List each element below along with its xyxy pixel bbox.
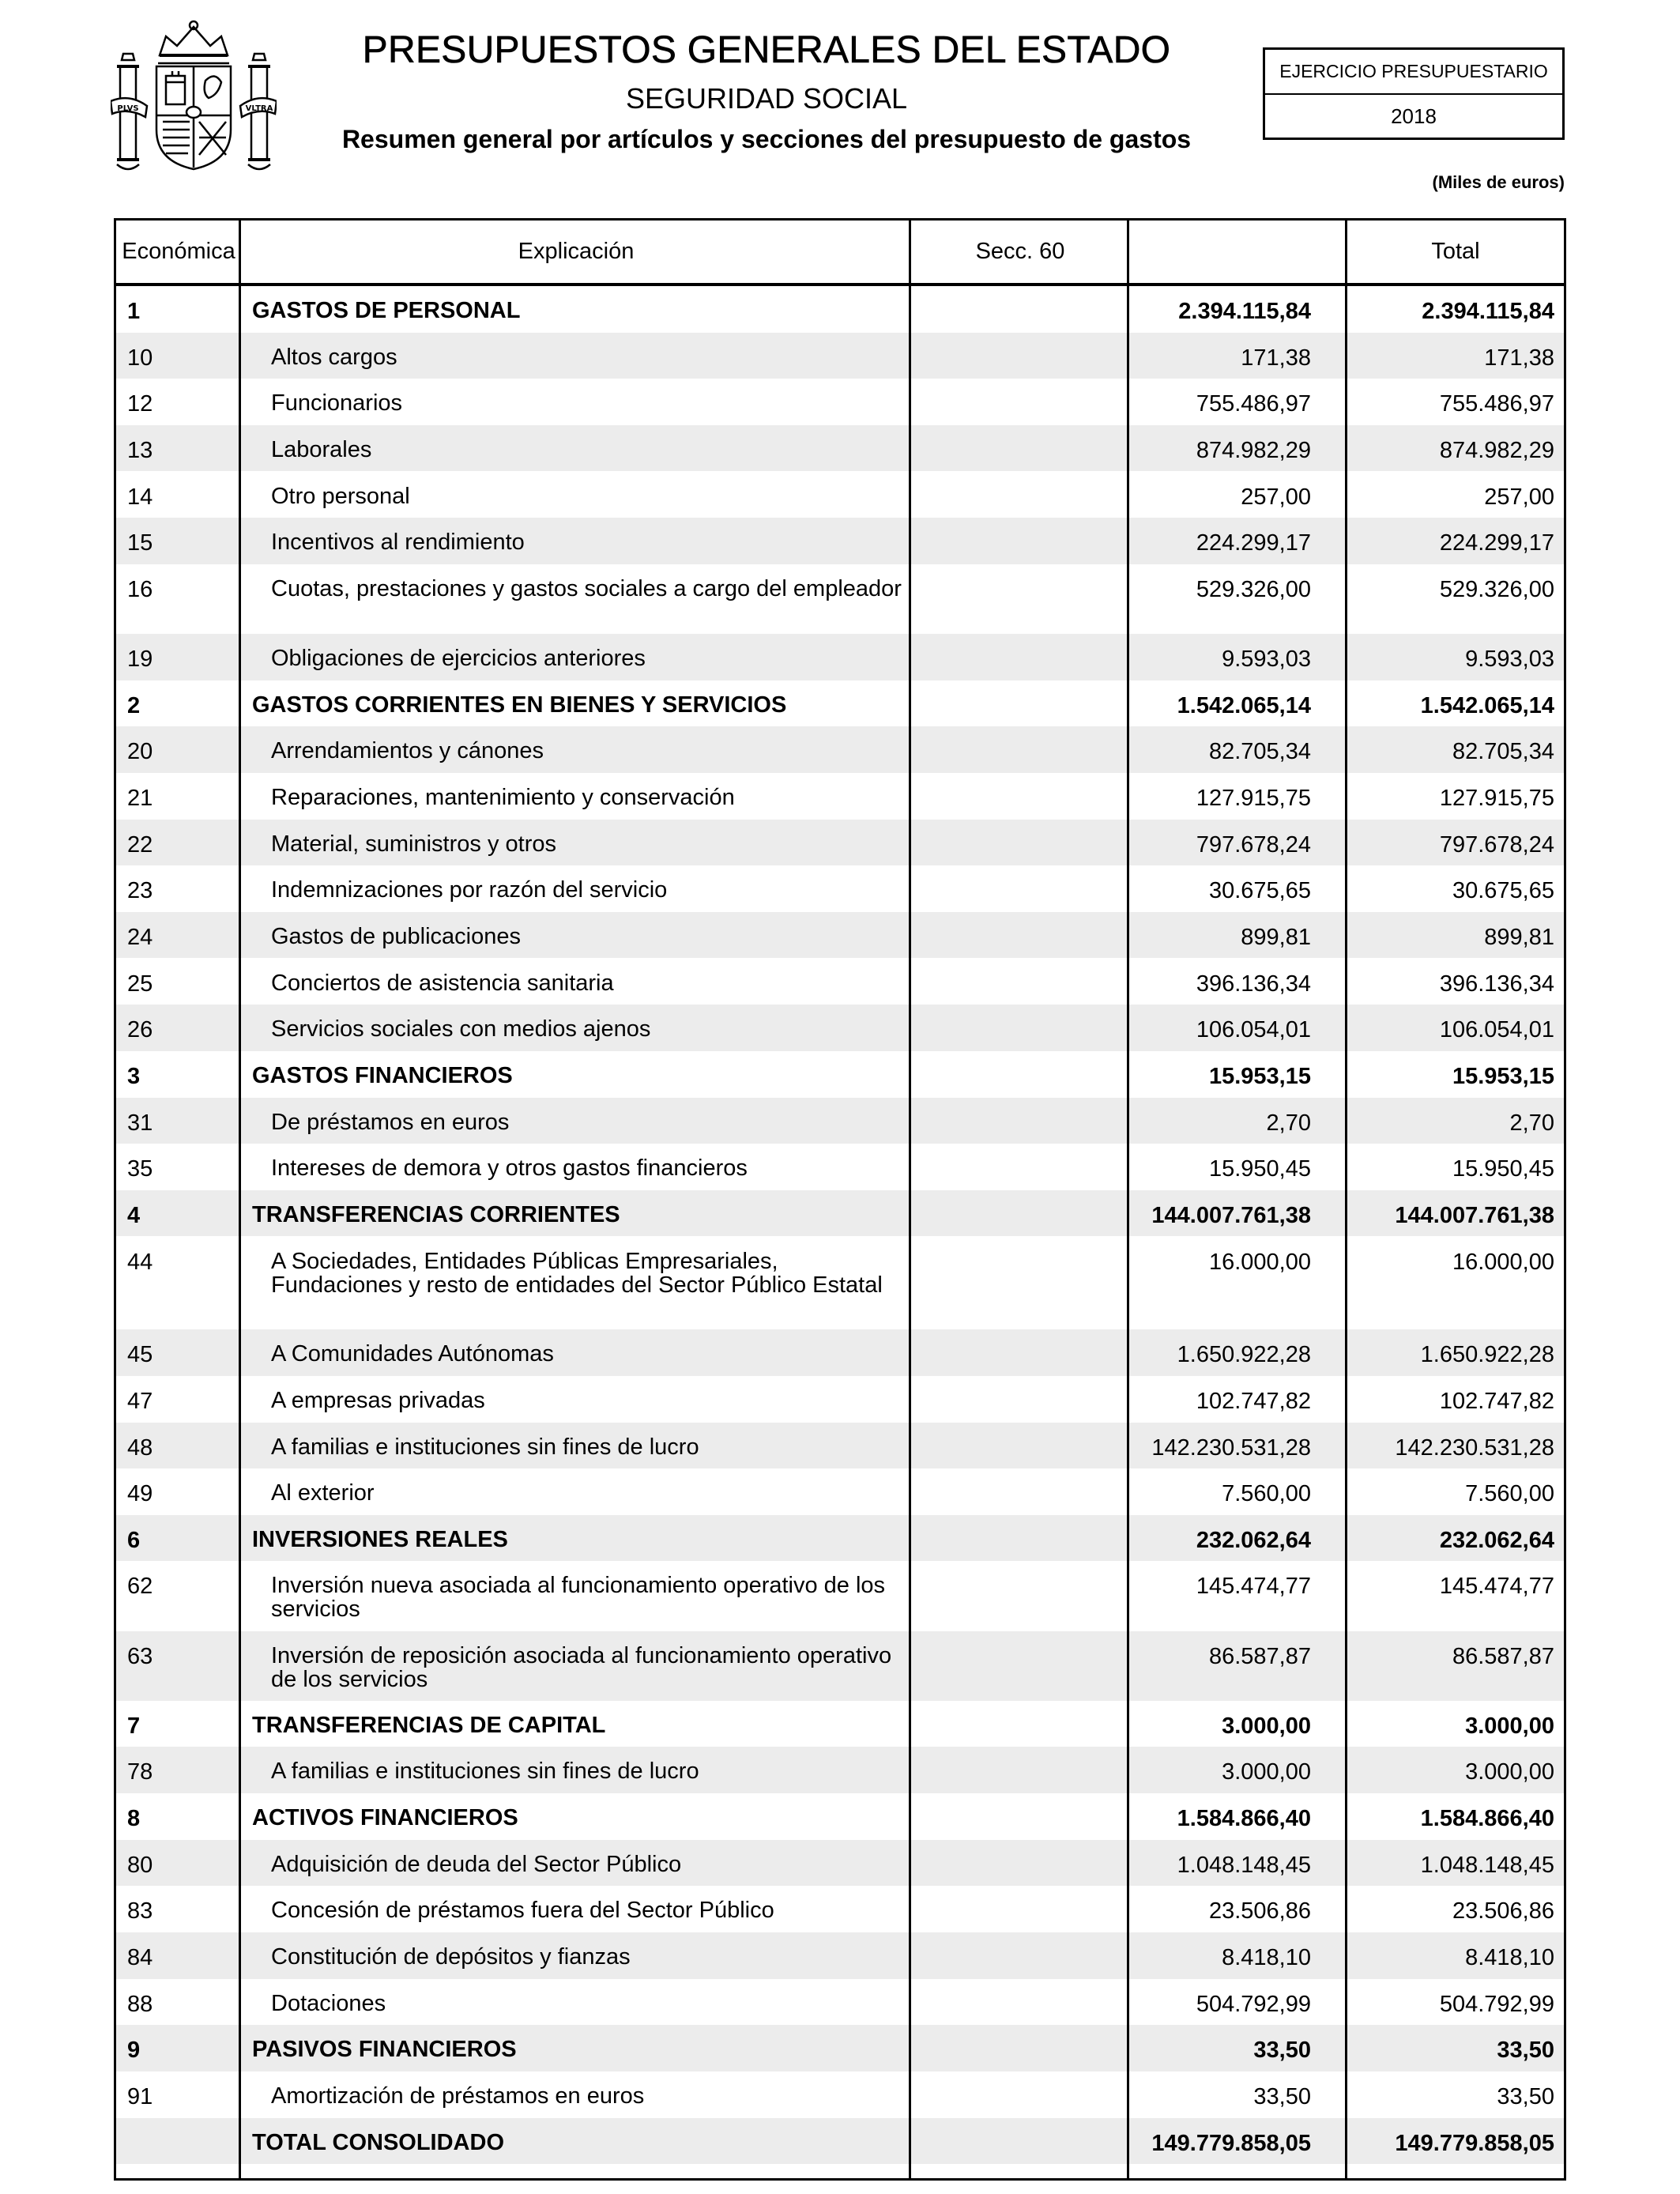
- row-description: Otro personal: [271, 483, 410, 509]
- row-secc60-value: 1.048.148,45: [1177, 1852, 1311, 1878]
- row-code: 31: [127, 1110, 153, 1136]
- row-description: Material, suministros y otros: [271, 831, 556, 857]
- row-description: De préstamos en euros: [271, 1109, 510, 1135]
- row-description: Inversión de reposición asociada al funcionamiento operativo de los servicios: [271, 1642, 892, 1692]
- row-description: A familias e instituciones sin fines de lucro: [271, 1759, 699, 1785]
- row-total-value: 396.136,34: [1439, 971, 1554, 997]
- row-total-value: 9.593,03: [1465, 647, 1554, 672]
- row-secc60-value: 23.506,86: [1208, 1898, 1311, 1924]
- row-description: TOTAL CONSOLIDADO: [252, 2129, 504, 2155]
- row-total-value: 102.747,82: [1439, 1388, 1554, 1414]
- row-total-value: 797.678,24: [1439, 831, 1554, 858]
- row-total-value: 145.474,77: [1439, 1574, 1554, 1600]
- units-note: (Miles de euros): [1432, 172, 1565, 192]
- row-total-value: 2,70: [1509, 1110, 1554, 1136]
- row-secc60-value: 504.792,99: [1196, 1991, 1311, 2017]
- row-total-value: 1.048.148,45: [1420, 1852, 1554, 1878]
- row-total-value: 7.560,00: [1465, 1481, 1554, 1507]
- row-description: Gastos de publicaciones: [271, 923, 521, 949]
- row-description: Amortización de préstamos en euros: [271, 2083, 645, 2109]
- row-code: 23: [127, 878, 153, 904]
- col-header-explicacion: Explicación: [518, 239, 635, 264]
- column-divider: [909, 221, 911, 2178]
- row-total-value: 3.000,00: [1465, 1759, 1554, 1785]
- row-code: 91: [127, 2083, 153, 2109]
- row-secc60-value: 145.474,77: [1196, 1574, 1311, 1600]
- row-code: 22: [127, 831, 153, 858]
- row-code: 47: [127, 1388, 153, 1414]
- row-total-value: 529.326,00: [1439, 576, 1554, 602]
- row-code: 62: [127, 1574, 153, 1600]
- row-code: 13: [127, 437, 153, 463]
- row-description: Indemnizaciones por razón del servicio: [271, 877, 668, 903]
- row-secc60-value: 396.136,34: [1196, 971, 1311, 997]
- row-total-value: 127.915,75: [1439, 786, 1554, 811]
- row-code: 4: [127, 1202, 141, 1228]
- row-secc60-value: 529.326,00: [1196, 576, 1311, 602]
- row-code: 10: [127, 345, 153, 371]
- row-description: Obligaciones de ejercicios anteriores: [271, 646, 646, 671]
- row-code: 44: [127, 1249, 153, 1275]
- row-total-value: 755.486,97: [1439, 391, 1554, 417]
- page-title: PRESUPUESTOS GENERALES DEL ESTADO: [362, 29, 1171, 71]
- row-description: INVERSIONES REALES: [252, 1526, 508, 1552]
- row-total-value: 1.542.065,14: [1420, 692, 1554, 718]
- page-description: Resumen general por artículos y secciones del presupuesto de gastos: [341, 125, 1192, 153]
- row-code: 24: [127, 924, 153, 950]
- row-code: 26: [127, 1017, 153, 1043]
- row-description: Reparaciones, mantenimiento y conservación: [271, 785, 735, 810]
- row-secc60-value: 171,38: [1241, 345, 1311, 371]
- row-code: 15: [127, 530, 153, 556]
- column-divider: [1127, 221, 1129, 2178]
- coat-of-arms-icon: [111, 19, 277, 174]
- row-description: Incentivos al rendimiento: [271, 530, 525, 556]
- row-secc60-value: 149.779.858,05: [1151, 2130, 1311, 2156]
- row-secc60-value: 7.560,00: [1222, 1481, 1311, 1507]
- row-code: 9: [127, 2038, 141, 2064]
- row-secc60-value: 106.054,01: [1196, 1017, 1311, 1043]
- row-description: Al exterior: [271, 1480, 375, 1506]
- row-description: GASTOS FINANCIEROS: [252, 1062, 513, 1088]
- row-secc60-value: 144.007.761,38: [1151, 1202, 1311, 1228]
- column-divider: [1345, 221, 1347, 2178]
- row-code: 21: [127, 786, 153, 811]
- row-secc60-value: 15.950,45: [1208, 1156, 1311, 1182]
- row-secc60-value: 797.678,24: [1196, 831, 1311, 858]
- row-code: 63: [127, 1643, 153, 1669]
- row-secc60-value: 86.587,87: [1208, 1643, 1311, 1669]
- row-description: A Comunidades Autónomas: [271, 1341, 554, 1367]
- row-code: 8: [127, 1806, 141, 1831]
- row-secc60-value: 3.000,00: [1222, 1759, 1311, 1785]
- row-code: 48: [127, 1434, 153, 1461]
- col-header-empty: [1129, 221, 1347, 283]
- row-secc60-value: 224.299,17: [1196, 530, 1311, 556]
- row-code: 3: [127, 1063, 141, 1089]
- row-total-value: 30.675,65: [1452, 878, 1554, 904]
- row-code: 7: [127, 1713, 141, 1739]
- row-description: Constitución de depósitos y fianzas: [271, 1944, 631, 1970]
- row-secc60-value: 2.394.115,84: [1178, 299, 1311, 324]
- row-code: 83: [127, 1898, 153, 1924]
- row-total-value: 23.506,86: [1452, 1898, 1554, 1924]
- row-total-value: 33,50: [1497, 2038, 1554, 2064]
- row-secc60-value: 1.584.866,40: [1177, 1806, 1311, 1831]
- row-description: Arrendamientos y cánones: [271, 738, 544, 764]
- row-description: Adquisición de deuda del Sector Público: [271, 1851, 682, 1877]
- row-secc60-value: 102.747,82: [1196, 1388, 1311, 1414]
- row-description: Intereses de demora y otros gastos financieros: [271, 1155, 748, 1182]
- row-secc60-value: 8.418,10: [1222, 1945, 1311, 1970]
- row-description: Cuotas, prestaciones y gastos sociales a cargo del empleador: [271, 575, 902, 601]
- col-header-secc60: Secc. 60: [975, 239, 1065, 264]
- row-description: Concesión de préstamos fuera del Sector Público: [271, 1898, 774, 1924]
- row-total-value: 16.000,00: [1452, 1249, 1554, 1275]
- col-header-economica: Económica: [122, 239, 235, 264]
- row-code: 12: [127, 391, 153, 417]
- row-total-value: 171,38: [1484, 345, 1554, 371]
- col-header-total: Total: [1431, 239, 1480, 264]
- row-secc60-value: 874.982,29: [1196, 437, 1311, 463]
- row-secc60-value: 257,00: [1241, 484, 1311, 510]
- row-description: A Sociedades, Entidades Públicas Empresariales, Fundaciones y resto de entidades del Sector Público Estatal: [271, 1248, 883, 1298]
- row-total-value: 1.584.866,40: [1420, 1806, 1554, 1831]
- row-code: 25: [127, 971, 153, 997]
- row-code: 6: [127, 1527, 141, 1553]
- budget-table: [114, 218, 1566, 2181]
- row-total-value: 874.982,29: [1439, 437, 1554, 463]
- ejercicio-box: [1263, 47, 1565, 140]
- row-secc60-value: 1.650.922,28: [1177, 1342, 1311, 1368]
- row-description: ACTIVOS FINANCIEROS: [252, 1805, 518, 1830]
- row-secc60-value: 16.000,00: [1208, 1249, 1311, 1275]
- row-secc60-value: 9.593,03: [1222, 647, 1311, 672]
- row-secc60-value: 30.675,65: [1208, 878, 1311, 904]
- row-description: Altos cargos: [271, 344, 397, 370]
- row-code: 16: [127, 576, 153, 602]
- row-description: Funcionarios: [271, 390, 403, 417]
- row-code: 1: [127, 299, 141, 324]
- row-description: TRANSFERENCIAS CORRIENTES: [252, 1201, 620, 1227]
- row-secc60-value: 82.705,34: [1208, 739, 1311, 765]
- row-secc60-value: 15.953,15: [1208, 1063, 1311, 1089]
- row-secc60-value: 232.062,64: [1196, 1527, 1311, 1553]
- row-total-value: 15.950,45: [1452, 1156, 1554, 1182]
- row-total-value: 15.953,15: [1452, 1063, 1554, 1089]
- ejercicio-year: 2018: [1391, 104, 1437, 128]
- row-secc60-value: 33,50: [1253, 2083, 1311, 2109]
- row-total-value: 1.650.922,28: [1420, 1342, 1554, 1368]
- row-secc60-value: 142.230.531,28: [1151, 1434, 1311, 1461]
- row-secc60-value: 33,50: [1253, 2038, 1311, 2064]
- row-description: GASTOS CORRIENTES EN BIENES Y SERVICIOS: [252, 692, 787, 718]
- column-divider: [239, 221, 241, 2178]
- row-description: PASIVOS FINANCIEROS: [252, 2037, 517, 2063]
- row-description: A empresas privadas: [271, 1387, 485, 1413]
- crest-motto-right: VLTRA: [245, 104, 273, 113]
- row-total-value: 33,50: [1497, 2083, 1554, 2109]
- row-description: Servicios sociales con medios ajenos: [271, 1016, 651, 1042]
- row-description: Dotaciones: [271, 1990, 386, 2016]
- row-code: 45: [127, 1342, 153, 1368]
- row-total-value: 2.394.115,84: [1422, 299, 1554, 324]
- row-total-value: 899,81: [1484, 924, 1554, 950]
- row-secc60-value: 2,70: [1266, 1110, 1311, 1136]
- crest-motto-left: PLVS: [117, 104, 139, 113]
- row-total-value: 142.230.531,28: [1395, 1434, 1554, 1461]
- row-total-value: 82.705,34: [1452, 739, 1554, 765]
- page-subtitle: SEGURIDAD SOCIAL: [625, 82, 908, 115]
- row-code: 14: [127, 484, 153, 510]
- row-code: 78: [127, 1759, 153, 1785]
- row-code: 35: [127, 1156, 153, 1182]
- row-secc60-value: 755.486,97: [1196, 391, 1311, 417]
- row-description: A familias e instituciones sin fines de lucro: [271, 1434, 699, 1460]
- row-code: 2: [127, 692, 141, 718]
- row-description: Inversión nueva asociada al funcionamiento operativo de los servicios: [271, 1573, 886, 1623]
- row-total-value: 224.299,17: [1439, 530, 1554, 556]
- row-description: Conciertos de asistencia sanitaria: [271, 970, 614, 996]
- row-total-value: 144.007.761,38: [1395, 1202, 1554, 1228]
- row-code: 84: [127, 1945, 153, 1970]
- row-secc60-value: 3.000,00: [1222, 1713, 1311, 1739]
- row-secc60-value: 899,81: [1241, 924, 1311, 950]
- row-code: 80: [127, 1852, 153, 1878]
- row-total-value: 149.779.858,05: [1395, 2130, 1554, 2156]
- row-total-value: 257,00: [1484, 484, 1554, 510]
- row-total-value: 232.062,64: [1439, 1527, 1554, 1553]
- row-description: Laborales: [271, 436, 372, 462]
- row-total-value: 8.418,10: [1465, 1945, 1554, 1970]
- row-code: 49: [127, 1481, 153, 1507]
- row-secc60-value: 1.542.065,14: [1177, 692, 1311, 718]
- ejercicio-label: EJERCICIO PRESUPUESTARIO: [1265, 50, 1562, 95]
- row-code: 19: [127, 647, 153, 672]
- row-code: 20: [127, 739, 153, 765]
- row-total-value: 106.054,01: [1439, 1017, 1554, 1043]
- row-description: TRANSFERENCIAS DE CAPITAL: [252, 1712, 606, 1738]
- row-code: 88: [127, 1991, 153, 2017]
- row-secc60-value: 127.915,75: [1196, 786, 1311, 811]
- row-total-value: 504.792,99: [1439, 1991, 1554, 2017]
- row-total-value: 86.587,87: [1452, 1643, 1554, 1669]
- row-total-value: 3.000,00: [1465, 1713, 1554, 1739]
- row-description: GASTOS DE PERSONAL: [252, 298, 521, 323]
